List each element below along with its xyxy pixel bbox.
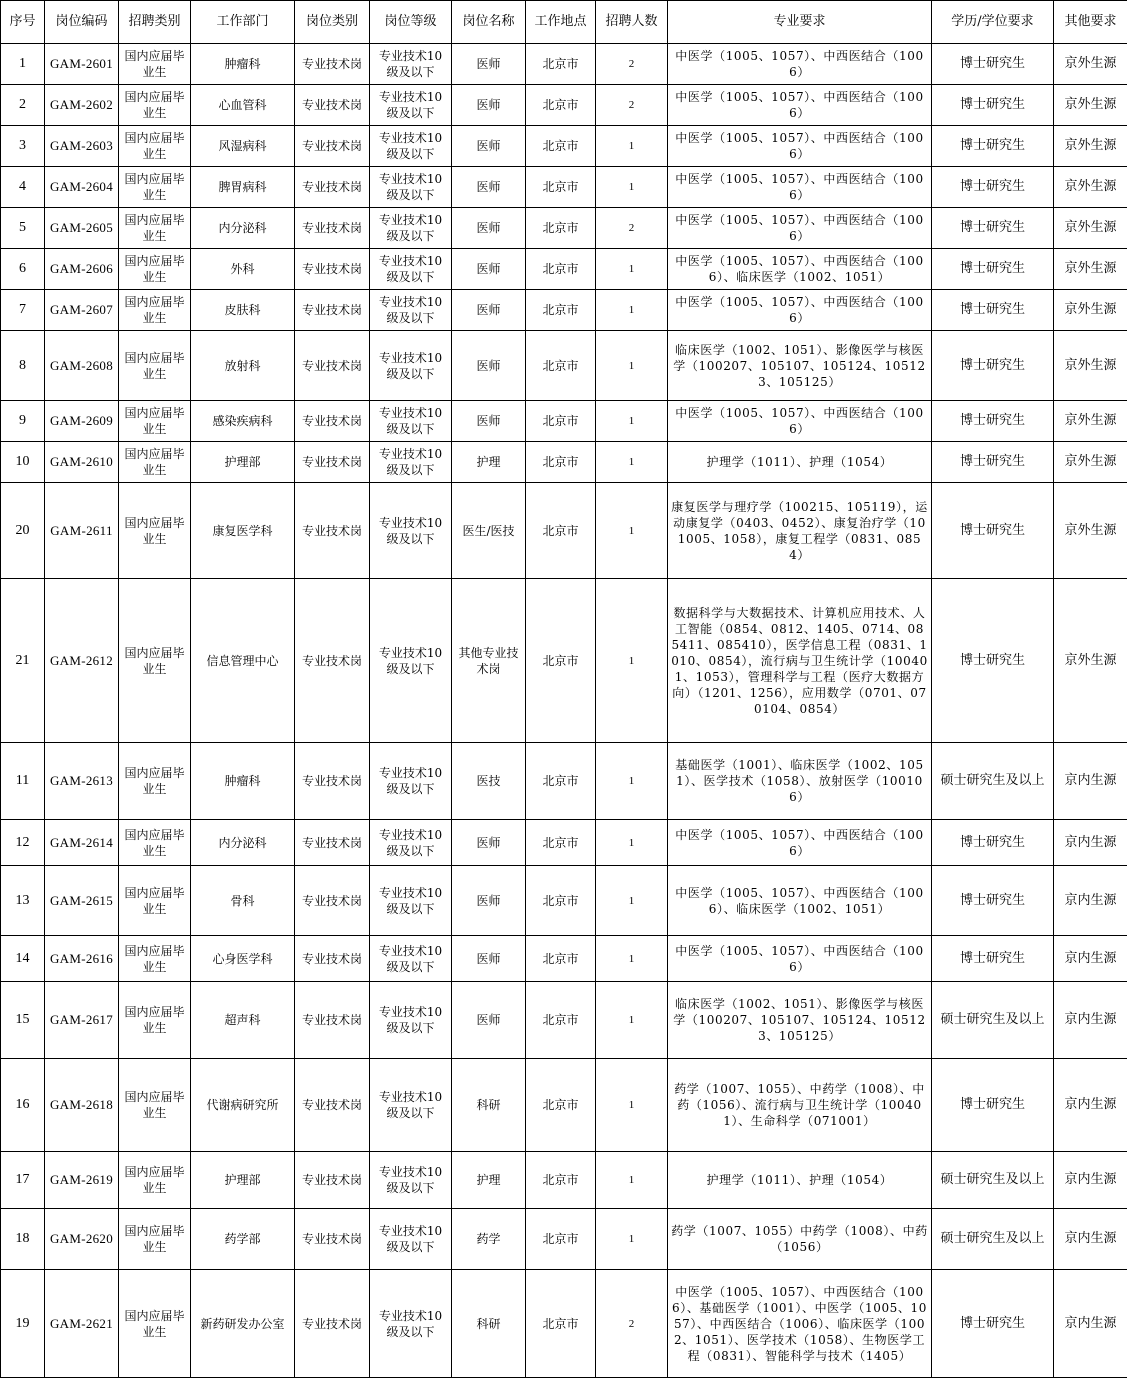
cell-code: GAM-2614 (45, 820, 119, 866)
cell-level: 专业技术10级及以下 (370, 1152, 452, 1209)
cell-dept: 内分泌科 (191, 820, 295, 866)
cell-count: 1 (596, 1209, 668, 1270)
cell-level: 专业技术10级及以下 (370, 866, 452, 936)
cell-category: 国内应届毕业生 (119, 331, 191, 401)
cell-major: 中医学（1005、1057）、中西医结合（1006） (668, 401, 932, 442)
cell-category: 国内应届毕业生 (119, 442, 191, 483)
cell-title: 医师 (452, 936, 526, 982)
cell-count: 1 (596, 167, 668, 208)
header-col-count: 招聘人数 (596, 1, 668, 44)
cell-count: 1 (596, 1152, 668, 1209)
cell-level: 专业技术10级及以下 (370, 1209, 452, 1270)
cell-dept: 药学部 (191, 1209, 295, 1270)
cell-education: 博士研究生 (932, 483, 1054, 579)
cell-count: 1 (596, 126, 668, 167)
table-row (1, 1209, 1127, 1270)
cell-location: 北京市 (526, 331, 596, 401)
cell-title: 医师 (452, 331, 526, 401)
cell-location: 北京市 (526, 85, 596, 126)
header-col-dept: 工作部门 (191, 1, 295, 44)
cell-code: GAM-2608 (45, 331, 119, 401)
table-body (1, 44, 1127, 1378)
cell-other: 京内生源 (1054, 1270, 1127, 1378)
cell-other: 京内生源 (1054, 936, 1127, 982)
header-col-major: 专业要求 (668, 1, 932, 44)
cell-education: 博士研究生 (932, 44, 1054, 85)
cell-title: 科研 (452, 1059, 526, 1152)
cell-education: 博士研究生 (932, 85, 1054, 126)
table-row (1, 331, 1127, 401)
table-row (1, 820, 1127, 866)
cell-count: 1 (596, 290, 668, 331)
cell-count: 1 (596, 743, 668, 820)
cell-major: 中医学（1005、1057）、中西医结合（1006）、临床医学（1002、1051） (668, 249, 932, 290)
table-row (1, 208, 1127, 249)
cell-location: 北京市 (526, 126, 596, 167)
cell-no: 7 (1, 290, 45, 331)
cell-title: 医师 (452, 982, 526, 1059)
header-col-title: 岗位名称 (452, 1, 526, 44)
cell-category: 国内应届毕业生 (119, 44, 191, 85)
cell-location: 北京市 (526, 743, 596, 820)
cell-title: 医师 (452, 126, 526, 167)
cell-title: 医师 (452, 866, 526, 936)
cell-other: 京外生源 (1054, 483, 1127, 579)
cell-count: 1 (596, 331, 668, 401)
cell-no: 1 (1, 44, 45, 85)
cell-code: GAM-2601 (45, 44, 119, 85)
header-col-code: 岗位编码 (45, 1, 119, 44)
cell-location: 北京市 (526, 290, 596, 331)
cell-no: 18 (1, 1209, 45, 1270)
cell-other: 京外生源 (1054, 401, 1127, 442)
table-row (1, 866, 1127, 936)
cell-post-type: 专业技术岗 (295, 401, 370, 442)
cell-major: 中医学（1005、1057）、中西医结合（1006）、基础医学（1001）、中医学（1005、1057）、中西医结合（1006）、临床医学（1002、1051）、医学技术（1058）、生物医学工程（0831）、智能科学与技术（1405） (668, 1270, 932, 1378)
cell-other: 京外生源 (1054, 126, 1127, 167)
cell-location: 北京市 (526, 1059, 596, 1152)
cell-category: 国内应届毕业生 (119, 1059, 191, 1152)
cell-dept: 护理部 (191, 442, 295, 483)
cell-other: 京外生源 (1054, 85, 1127, 126)
cell-education: 博士研究生 (932, 579, 1054, 743)
cell-major: 数据科学与大数据技术、计算机应用技术、人工智能（0854、0812、1405、0714、085411、085410），医学信息工程（0831、1010、0854），流行病与卫生统计学（100401、1053），管理科学与工程（医疗大数据方向）（1201、1256），应用数学（0701、070104、0854） (668, 579, 932, 743)
cell-category: 国内应届毕业生 (119, 743, 191, 820)
cell-level: 专业技术10级及以下 (370, 982, 452, 1059)
cell-category: 国内应届毕业生 (119, 936, 191, 982)
cell-category: 国内应届毕业生 (119, 982, 191, 1059)
cell-other: 京内生源 (1054, 866, 1127, 936)
cell-code: GAM-2603 (45, 126, 119, 167)
cell-level: 专业技术10级及以下 (370, 401, 452, 442)
cell-count: 1 (596, 579, 668, 743)
cell-other: 京外生源 (1054, 167, 1127, 208)
table-row (1, 442, 1127, 483)
cell-title: 医师 (452, 44, 526, 85)
cell-post-type: 专业技术岗 (295, 1152, 370, 1209)
cell-level: 专业技术10级及以下 (370, 820, 452, 866)
cell-level: 专业技术10级及以下 (370, 936, 452, 982)
cell-location: 北京市 (526, 866, 596, 936)
header-col-education: 学历/学位要求 (932, 1, 1054, 44)
cell-other: 京外生源 (1054, 249, 1127, 290)
cell-location: 北京市 (526, 936, 596, 982)
cell-category: 国内应届毕业生 (119, 167, 191, 208)
cell-code: GAM-2611 (45, 483, 119, 579)
cell-location: 北京市 (526, 442, 596, 483)
cell-category: 国内应届毕业生 (119, 579, 191, 743)
header-row (1, 1, 1127, 44)
cell-post-type: 专业技术岗 (295, 483, 370, 579)
cell-count: 1 (596, 866, 668, 936)
table-header (1, 1, 1127, 44)
table-row (1, 167, 1127, 208)
cell-post-type: 专业技术岗 (295, 126, 370, 167)
cell-education: 硕士研究生及以上 (932, 1209, 1054, 1270)
cell-other: 京外生源 (1054, 208, 1127, 249)
cell-count: 1 (596, 442, 668, 483)
cell-post-type: 专业技术岗 (295, 936, 370, 982)
header-col-other: 其他要求 (1054, 1, 1127, 44)
cell-post-type: 专业技术岗 (295, 1059, 370, 1152)
table-row (1, 579, 1127, 743)
cell-title: 医师 (452, 820, 526, 866)
cell-category: 国内应届毕业生 (119, 290, 191, 331)
cell-education: 博士研究生 (932, 290, 1054, 331)
cell-category: 国内应届毕业生 (119, 866, 191, 936)
cell-major: 护理学（1011）、护理（1054） (668, 1152, 932, 1209)
cell-count: 1 (596, 936, 668, 982)
cell-location: 北京市 (526, 579, 596, 743)
cell-dept: 护理部 (191, 1152, 295, 1209)
cell-dept: 信息管理中心 (191, 579, 295, 743)
cell-post-type: 专业技术岗 (295, 579, 370, 743)
cell-post-type: 专业技术岗 (295, 866, 370, 936)
cell-title: 医师 (452, 249, 526, 290)
cell-location: 北京市 (526, 167, 596, 208)
cell-level: 专业技术10级及以下 (370, 290, 452, 331)
cell-other: 京外生源 (1054, 442, 1127, 483)
cell-no: 9 (1, 401, 45, 442)
cell-count: 1 (596, 401, 668, 442)
cell-post-type: 专业技术岗 (295, 85, 370, 126)
cell-no: 6 (1, 249, 45, 290)
cell-other: 京内生源 (1054, 1209, 1127, 1270)
cell-post-type: 专业技术岗 (295, 743, 370, 820)
cell-education: 博士研究生 (932, 249, 1054, 290)
cell-dept: 内分泌科 (191, 208, 295, 249)
cell-dept: 肿瘤科 (191, 44, 295, 85)
cell-level: 专业技术10级及以下 (370, 167, 452, 208)
cell-education: 博士研究生 (932, 167, 1054, 208)
cell-level: 专业技术10级及以下 (370, 44, 452, 85)
cell-dept: 心身医学科 (191, 936, 295, 982)
cell-education: 博士研究生 (932, 866, 1054, 936)
cell-major: 药学（1007、1055）、中药学（1008）、中药（1056）、流行病与卫生统计学（100401）、生命科学（071001） (668, 1059, 932, 1152)
cell-major: 护理学（1011）、护理（1054） (668, 442, 932, 483)
cell-category: 国内应届毕业生 (119, 401, 191, 442)
cell-level: 专业技术10级及以下 (370, 579, 452, 743)
cell-location: 北京市 (526, 1209, 596, 1270)
cell-education: 硕士研究生及以上 (932, 1152, 1054, 1209)
cell-category: 国内应届毕业生 (119, 249, 191, 290)
header-col-category: 招聘类别 (119, 1, 191, 44)
cell-other: 京外生源 (1054, 44, 1127, 85)
cell-code: GAM-2609 (45, 401, 119, 442)
cell-level: 专业技术10级及以下 (370, 1270, 452, 1378)
cell-post-type: 专业技术岗 (295, 982, 370, 1059)
cell-other: 京内生源 (1054, 1152, 1127, 1209)
cell-no: 8 (1, 331, 45, 401)
header-col-post-type: 岗位类别 (295, 1, 370, 44)
cell-code: GAM-2604 (45, 167, 119, 208)
cell-location: 北京市 (526, 820, 596, 866)
cell-title: 医师 (452, 85, 526, 126)
cell-education: 博士研究生 (932, 1270, 1054, 1378)
cell-dept: 骨科 (191, 866, 295, 936)
cell-post-type: 专业技术岗 (295, 290, 370, 331)
cell-level: 专业技术10级及以下 (370, 743, 452, 820)
cell-level: 专业技术10级及以下 (370, 331, 452, 401)
cell-category: 国内应届毕业生 (119, 1152, 191, 1209)
cell-other: 京外生源 (1054, 579, 1127, 743)
cell-title: 医师 (452, 208, 526, 249)
cell-location: 北京市 (526, 44, 596, 85)
cell-location: 北京市 (526, 1270, 596, 1378)
cell-code: GAM-2607 (45, 290, 119, 331)
cell-code: GAM-2606 (45, 249, 119, 290)
cell-other: 京内生源 (1054, 982, 1127, 1059)
table-row (1, 483, 1127, 579)
cell-dept: 放射科 (191, 331, 295, 401)
cell-count: 2 (596, 85, 668, 126)
cell-code: GAM-2610 (45, 442, 119, 483)
cell-dept: 感染疾病科 (191, 401, 295, 442)
cell-title: 医师 (452, 290, 526, 331)
cell-post-type: 专业技术岗 (295, 820, 370, 866)
table-row (1, 249, 1127, 290)
cell-count: 2 (596, 208, 668, 249)
cell-post-type: 专业技术岗 (295, 208, 370, 249)
cell-code: GAM-2616 (45, 936, 119, 982)
cell-education: 博士研究生 (932, 820, 1054, 866)
cell-major: 中医学（1005、1057）、中西医结合（1006） (668, 820, 932, 866)
cell-count: 1 (596, 1059, 668, 1152)
cell-major: 中医学（1005、1057）、中西医结合（1006） (668, 126, 932, 167)
cell-code: GAM-2618 (45, 1059, 119, 1152)
cell-title: 医师 (452, 167, 526, 208)
cell-level: 专业技术10级及以下 (370, 483, 452, 579)
cell-code: GAM-2617 (45, 982, 119, 1059)
cell-post-type: 专业技术岗 (295, 167, 370, 208)
cell-no: 14 (1, 936, 45, 982)
cell-title: 护理 (452, 442, 526, 483)
header-col-no: 序号 (1, 1, 45, 44)
cell-code: GAM-2602 (45, 85, 119, 126)
cell-education: 博士研究生 (932, 401, 1054, 442)
table-row (1, 982, 1127, 1059)
cell-level: 专业技术10级及以下 (370, 442, 452, 483)
cell-level: 专业技术10级及以下 (370, 126, 452, 167)
cell-code: GAM-2613 (45, 743, 119, 820)
cell-count: 2 (596, 1270, 668, 1378)
cell-category: 国内应届毕业生 (119, 483, 191, 579)
cell-code: GAM-2605 (45, 208, 119, 249)
cell-education: 博士研究生 (932, 936, 1054, 982)
table-row (1, 290, 1127, 331)
table-row (1, 401, 1127, 442)
cell-post-type: 专业技术岗 (295, 331, 370, 401)
cell-education: 博士研究生 (932, 442, 1054, 483)
cell-dept: 肿瘤科 (191, 743, 295, 820)
header-col-location: 工作地点 (526, 1, 596, 44)
cell-level: 专业技术10级及以下 (370, 85, 452, 126)
cell-dept: 外科 (191, 249, 295, 290)
cell-location: 北京市 (526, 483, 596, 579)
cell-no: 21 (1, 579, 45, 743)
cell-major: 药学（1007、1055）中药学（1008）、中药（1056） (668, 1209, 932, 1270)
cell-major: 中医学（1005、1057）、中西医结合（1006）、临床医学（1002、1051） (668, 866, 932, 936)
cell-no: 17 (1, 1152, 45, 1209)
cell-post-type: 专业技术岗 (295, 44, 370, 85)
cell-count: 2 (596, 44, 668, 85)
cell-location: 北京市 (526, 208, 596, 249)
table-row (1, 85, 1127, 126)
table-row (1, 1059, 1127, 1152)
cell-no: 3 (1, 126, 45, 167)
cell-level: 专业技术10级及以下 (370, 1059, 452, 1152)
cell-dept: 超声科 (191, 982, 295, 1059)
cell-no: 2 (1, 85, 45, 126)
cell-dept: 新药研发办公室 (191, 1270, 295, 1378)
table-row (1, 743, 1127, 820)
cell-level: 专业技术10级及以下 (370, 208, 452, 249)
cell-category: 国内应届毕业生 (119, 126, 191, 167)
cell-category: 国内应届毕业生 (119, 85, 191, 126)
table-row (1, 936, 1127, 982)
cell-count: 1 (596, 249, 668, 290)
cell-title: 护理 (452, 1152, 526, 1209)
cell-count: 1 (596, 483, 668, 579)
cell-code: GAM-2612 (45, 579, 119, 743)
cell-no: 10 (1, 442, 45, 483)
cell-education: 硕士研究生及以上 (932, 982, 1054, 1059)
cell-count: 1 (596, 982, 668, 1059)
cell-title: 科研 (452, 1270, 526, 1378)
cell-major: 康复医学与理疗学（100215、105119），运动康复学（0403、0452）、康复治疗学（101005、1058），康复工程学（0831、0854） (668, 483, 932, 579)
cell-location: 北京市 (526, 982, 596, 1059)
cell-other: 京外生源 (1054, 290, 1127, 331)
table-row (1, 1270, 1127, 1378)
cell-title: 医师 (452, 401, 526, 442)
cell-category: 国内应届毕业生 (119, 1270, 191, 1378)
cell-code: GAM-2615 (45, 866, 119, 936)
cell-category: 国内应届毕业生 (119, 1209, 191, 1270)
cell-major: 临床医学（1002、1051）、影像医学与核医学（100207、105107、105124、105123、105125） (668, 331, 932, 401)
cell-other: 京外生源 (1054, 331, 1127, 401)
cell-level: 专业技术10级及以下 (370, 249, 452, 290)
cell-no: 16 (1, 1059, 45, 1152)
cell-title: 其他专业技术岗 (452, 579, 526, 743)
cell-major: 中医学（1005、1057）、中西医结合（1006） (668, 290, 932, 331)
cell-code: GAM-2620 (45, 1209, 119, 1270)
cell-dept: 康复医学科 (191, 483, 295, 579)
cell-dept: 心血管科 (191, 85, 295, 126)
cell-dept: 脾胃病科 (191, 167, 295, 208)
table-row (1, 1152, 1127, 1209)
cell-major: 基础医学（1001）、临床医学（1002、1051）、医学技术（1058）、放射医学（100106） (668, 743, 932, 820)
cell-no: 5 (1, 208, 45, 249)
cell-no: 12 (1, 820, 45, 866)
cell-other: 京内生源 (1054, 743, 1127, 820)
table-row (1, 126, 1127, 167)
cell-category: 国内应届毕业生 (119, 820, 191, 866)
cell-other: 京内生源 (1054, 1059, 1127, 1152)
cell-title: 药学 (452, 1209, 526, 1270)
cell-count: 1 (596, 820, 668, 866)
cell-major: 中医学（1005、1057）、中西医结合（1006） (668, 208, 932, 249)
cell-no: 13 (1, 866, 45, 936)
cell-dept: 代谢病研究所 (191, 1059, 295, 1152)
cell-major: 中医学（1005、1057）、中西医结合（1006） (668, 936, 932, 982)
cell-category: 国内应届毕业生 (119, 208, 191, 249)
cell-no: 15 (1, 982, 45, 1059)
cell-code: GAM-2619 (45, 1152, 119, 1209)
cell-title: 医技 (452, 743, 526, 820)
cell-major: 临床医学（1002、1051）、影像医学与核医学（100207、105107、105124、105123、105125） (668, 982, 932, 1059)
cell-no: 4 (1, 167, 45, 208)
cell-education: 博士研究生 (932, 126, 1054, 167)
cell-post-type: 专业技术岗 (295, 1209, 370, 1270)
cell-location: 北京市 (526, 249, 596, 290)
cell-major: 中医学（1005、1057）、中西医结合（1006） (668, 85, 932, 126)
header-col-level: 岗位等级 (370, 1, 452, 44)
cell-major: 中医学（1005、1057）、中西医结合（1006） (668, 44, 932, 85)
cell-no: 20 (1, 483, 45, 579)
cell-education: 硕士研究生及以上 (932, 743, 1054, 820)
cell-location: 北京市 (526, 401, 596, 442)
cell-code: GAM-2621 (45, 1270, 119, 1378)
cell-education: 博士研究生 (932, 1059, 1054, 1152)
cell-education: 博士研究生 (932, 331, 1054, 401)
cell-no: 19 (1, 1270, 45, 1378)
cell-title: 医生/医技 (452, 483, 526, 579)
cell-post-type: 专业技术岗 (295, 442, 370, 483)
table-row (1, 44, 1127, 85)
cell-dept: 风湿病科 (191, 126, 295, 167)
cell-location: 北京市 (526, 1152, 596, 1209)
cell-no: 11 (1, 743, 45, 820)
cell-dept: 皮肤科 (191, 290, 295, 331)
cell-education: 博士研究生 (932, 208, 1054, 249)
cell-major: 中医学（1005、1057）、中西医结合（1006） (668, 167, 932, 208)
cell-other: 京内生源 (1054, 820, 1127, 866)
cell-post-type: 专业技术岗 (295, 1270, 370, 1378)
cell-post-type: 专业技术岗 (295, 249, 370, 290)
